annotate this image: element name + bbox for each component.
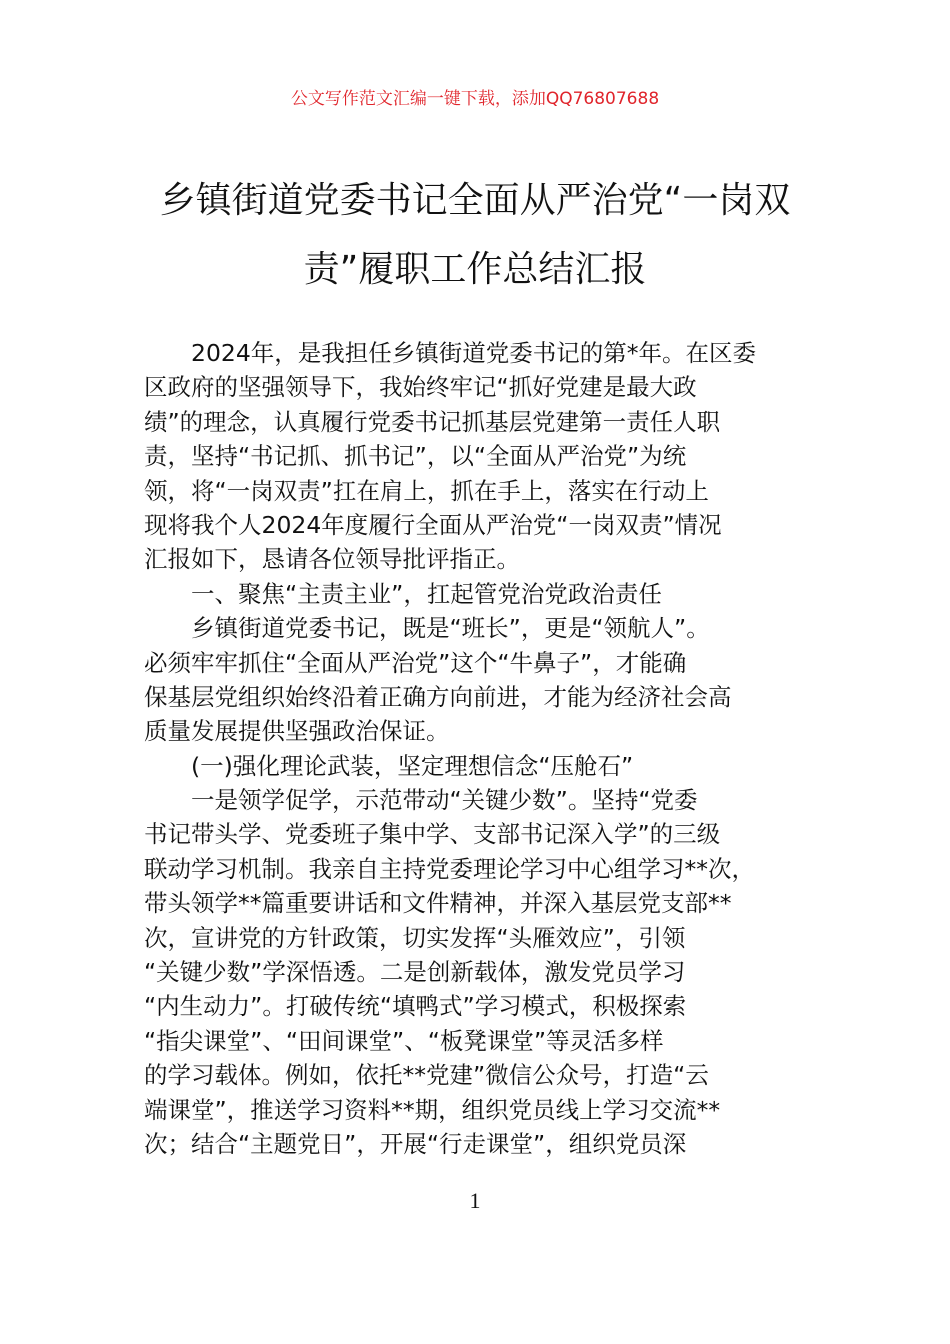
subsection-heading: (一)强化理论武装，坚定理想信念“压舱石” — [191, 751, 634, 780]
body-line: 领，将“一岗双责”扛在肩上，抓在手上，落实在行动上 — [144, 476, 709, 505]
body-line: “内生动力”。打破传统“填鸭式”学习模式，积极探索 — [144, 992, 687, 1021]
page-number: 1 — [469, 1188, 481, 1213]
body-line: 次；结合“主题党日”，开展“行走课堂”，组织党员深 — [144, 1129, 687, 1158]
body-line: 绩”的理念，认真履行党委书记抓基层党建第一责任人职 — [144, 407, 721, 436]
body-line: 一是领学促学，示范带动“关键少数”。坚持“党委 — [191, 786, 698, 815]
body-line: 端课堂”，推送学习资料**期，组织党员线上学习交流** — [144, 1095, 721, 1124]
body-line: 次，宣讲党的方针政策，切实发挥“头雁效应”，引领 — [144, 923, 686, 952]
body-line: 带头领学**篇重要讲话和文件精神，并深入基层党支部** — [144, 889, 732, 918]
body-line: 质量发展提供坚强政治保证。 — [144, 717, 450, 746]
body-line: 联动学习机制。我亲自主持党委理论学习中心组学习**次， — [144, 854, 755, 883]
body-line: 汇报如下，恳请各位领导批评指正。 — [144, 545, 520, 574]
body-line: 必须牢牢抓住“全面从严治党”这个“牛鼻子”，才能确 — [144, 648, 687, 677]
body-line: 2024年，是我担任乡镇街道党委书记的第*年。在区委 — [191, 339, 757, 367]
body-line: “关键少数”学深悟透。二是创新载体，激发党员学习 — [144, 958, 686, 987]
section-heading: 一、聚焦“主责主业”，扛起管党治党政治责任 — [191, 579, 662, 608]
body-line: 乡镇街道党委书记，既是“班长”，更是“领航人”。 — [191, 614, 710, 643]
document-title-line-2: 责”履职工作总结汇报 — [303, 249, 647, 290]
body-line: “指尖课堂”、“田间课堂”、“板凳课堂”等灵活多样 — [144, 1026, 664, 1055]
document-title-line-1: 乡镇街道党委书记全面从严治党“一岗双 — [159, 180, 791, 221]
body-line: 的学习载体。例如，依托**党建”微信公众号，打造“云 — [144, 1061, 709, 1090]
document-body — [144, 336, 834, 1161]
body-line: 保基层党组织始终沿着正确方向前进，才能为经济社会高 — [144, 682, 732, 711]
body-line: 现将我个人2024年度履行全面从严治党“一岗双责”情况 — [144, 510, 722, 539]
body-line: 责，坚持“书记抓、抓书记”，以“全面从严治党”为统 — [144, 442, 687, 471]
body-line: 书记带头学、党委班子集中学、支部书记深入学”的三级 — [144, 820, 721, 849]
body-line: 区政府的坚强领导下，我始终牢记“抓好党建是最大政 — [144, 373, 697, 402]
header-promo-note: 公文写作范文汇编一键下载，添加QQ76807688 — [290, 89, 660, 109]
